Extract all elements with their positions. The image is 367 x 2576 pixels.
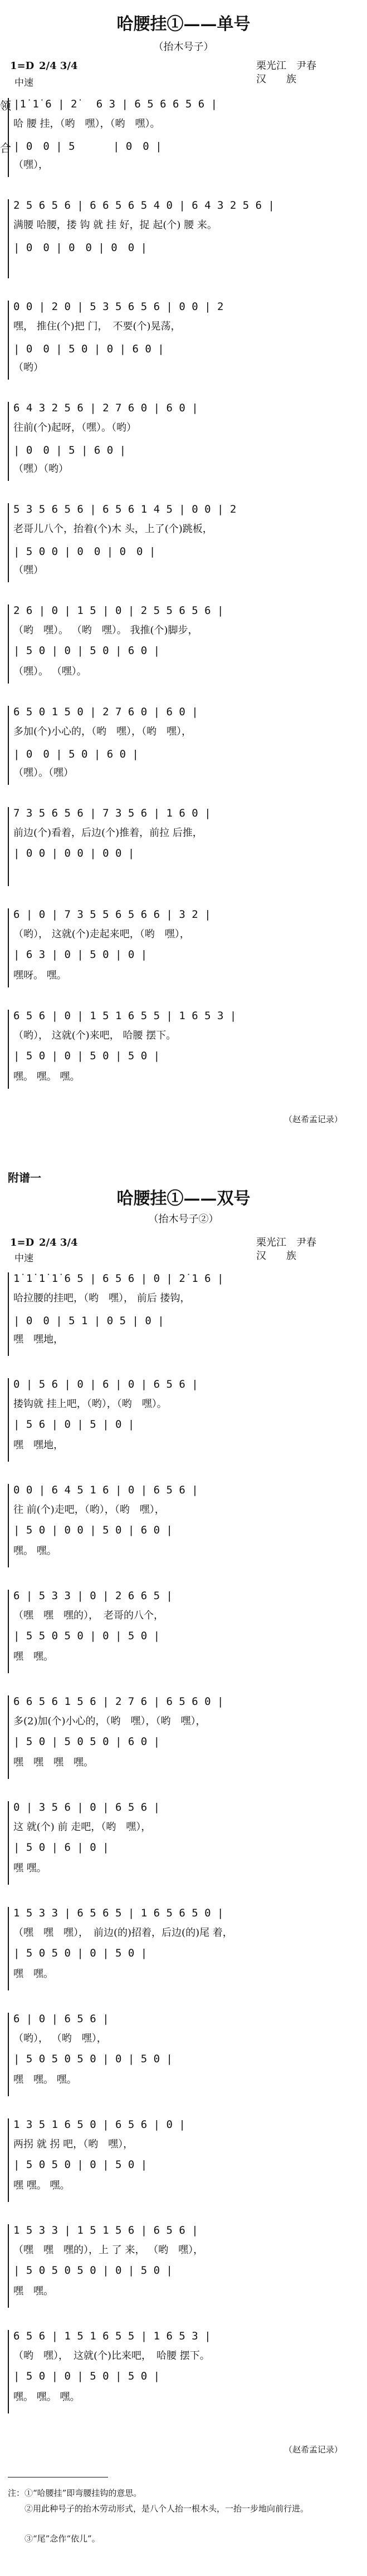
chorus-notes: | 5 0 | 0 | 5 0 | 6 0 | — [13, 645, 160, 657]
piece1-system — [0, 95, 367, 190]
chorus-notes: | 5 0 5 0 5 0 | 0 | 5 0 | — [13, 2053, 173, 2065]
chorus-notes: | 6 3 | 0 | 5 0 | 0 | — [13, 948, 148, 961]
piece1-system — [0, 1006, 367, 1102]
appendix-system — [0, 1269, 367, 1369]
lead-lyrics: （哟）， 这就(个)走起来吧，（哟 嘿）， — [13, 928, 190, 940]
system-bracket — [8, 1590, 9, 1673]
system-bracket — [8, 1484, 9, 1567]
lead-notes: 5 3 5 6 5 6 | 6 5 6 1 4 5 | 0 0 | 2 — [13, 503, 237, 515]
system-bracket — [8, 1907, 9, 1990]
lead-lyrics: （哟 嘿）， 这就(个)比来吧， 哈腰 摆下。 — [13, 2350, 210, 2362]
piece1-system — [0, 500, 367, 596]
system-bracket — [8, 301, 9, 380]
lead-notes: 6 | 5 3 3 | 0 | 2 6 6 5 | — [13, 1590, 173, 1602]
piece1-credit-1: 栗光江 尹春 — [256, 60, 316, 72]
chorus-notes: | 0 0 | 0 0 | 0 0 | — [13, 242, 148, 254]
piece1-system — [0, 297, 367, 393]
appendix-system — [0, 1904, 367, 2004]
lead-lyrics: 往 前(个)走吧，（哟），（哟 嘿）， — [13, 1504, 165, 1516]
lead-notes: 1 5 3 3 | 6 5 6 5 | 1 6 5 6 5 0 | — [13, 1907, 224, 1919]
chorus-notes: | 5 0 | 5 0 5 0 | 6 0 | — [13, 1736, 160, 1748]
chorus-lyrics: 嘿 嘿。 嘿。 — [13, 2180, 70, 2191]
chorus-lyrics: 嘿 嘿 嘿 嘿。 — [13, 1757, 94, 1768]
lead-notes: 0 0 | 2 0 | 5 3 5 6 5 6 | 0 0 | 2 — [13, 301, 224, 313]
appendix-key: 1=D — [10, 1237, 35, 1248]
footnote-2: ②用此种号子的抬木劳动形式，是八个人抬一根木头，一抬一步地向前行进。 — [25, 2504, 309, 2514]
lead-lyrics: 这 就(个) 前 走吧，（哟 嘿）， — [13, 1821, 151, 1833]
chorus-lyrics: （哟） — [13, 362, 43, 373]
piece1-system — [0, 905, 367, 1001]
lead-notes: 1 3 5 1 6 5 0 | 6 5 6 | 0 | — [13, 2118, 185, 2131]
system-bracket — [8, 503, 9, 582]
lead-notes: 6 4 3 2 5 6 | 2 7 6 0 | 6 0 | — [13, 402, 198, 414]
chorus-lyrics: 嘿。 嘿。 嘿。 — [13, 2391, 80, 2403]
appendix-title: 哈腰挂①——双号 — [116, 1189, 251, 1208]
piece1-recorder: （赵希孟记录） — [284, 1114, 343, 1124]
lead-lyrics: （嘿 嘿 嘿）， 前边(的)招着，后边(的)尾 着， — [13, 1927, 233, 1939]
lead-notes: 0 0 | 6 4 5 1 6 | 0 | 6 5 6 | — [13, 1484, 198, 1496]
system-bracket — [8, 908, 9, 987]
appendix-label: 附谱一 — [8, 1171, 41, 1184]
chorus-notes: | 5 0 0 | 0 0 | 0 0 | — [13, 545, 156, 558]
system-bracket — [8, 604, 9, 684]
system-bracket — [8, 2224, 9, 2308]
system-bracket — [8, 1378, 9, 1462]
chorus-notes: | 5 5 0 5 0 | 0 | 5 0 | — [13, 1630, 160, 1642]
chorus-notes: | 5 0 | 0 0 | 5 0 | 6 0 | — [13, 1524, 173, 1536]
piece1-system — [0, 399, 367, 494]
system-bracket — [8, 1801, 9, 1885]
lead-lyrics: （哟）， （哟 嘿）， — [13, 2033, 107, 2044]
chorus-notes: | 5 6 | 0 | 5 | 0 | — [13, 1418, 135, 1430]
piece1-system — [0, 196, 367, 292]
chorus-lyrics: 嘿。 嘿。 嘿。 — [13, 1071, 80, 1083]
lead-notes: 6 5 0 1 5 0 | 2 7 6 0 | 6 0 | — [13, 706, 198, 718]
lead-notes: 2 6 | 0 | 1 5 | 0 | 2 5 5 6 5 6 | — [13, 604, 224, 617]
lead-lyrics: 前边(个)看着，后边(个)推着，前拉 后推， — [13, 827, 203, 839]
chorus-lyrics: 嘿 嘿。 — [13, 1862, 47, 1874]
chorus-lyrics: 嘿 嘿。 — [13, 1968, 53, 1980]
system-bracket — [8, 1272, 9, 1356]
appendix-system — [0, 1692, 367, 1792]
lead-notes: 0 | 3 5 6 | 0 | 6 5 6 | — [13, 1801, 160, 1813]
lead-notes: 7 3 5 6 5 6 | 7 3 5 6 | 1 6 0 | — [13, 807, 211, 819]
system-bracket — [8, 706, 9, 785]
system-bracket — [8, 199, 9, 278]
system-bracket — [8, 807, 9, 886]
footnote-3: ③“尾”念作“依儿”。 — [25, 2534, 100, 2544]
piece1-title: 哈腰挂①——单号 — [116, 14, 251, 34]
appendix-system — [0, 2221, 367, 2321]
chorus-lyrics: 嘿 嘿。 — [13, 1651, 53, 1663]
chorus-notes: | 5 0 5 0 | 0 | 5 0 | — [13, 1947, 148, 1959]
system-bracket — [8, 402, 9, 481]
lead-notes: 1 5 3 3 | 1 5 1 5 6 | 6 5 6 | — [13, 2224, 198, 2236]
footnote-1: 注：①“哈腰挂”即弯腰挂钩的意思。 — [8, 2488, 142, 2498]
lead-lyrics: 哈拉腰的挂吧，（哟 嘿）， 前后 搂钩， — [13, 1292, 190, 1304]
chorus-notes: | 0 0 | 5 1 | 0 5 | 0 | — [13, 1315, 164, 1327]
chorus-notes: | 0 0 | 5 | 0 0 | — [13, 140, 162, 153]
lead-lyrics: （哟 嘿）。 （哟 嘿）。 我推(个)脚步， — [13, 625, 198, 636]
chorus-lyrics: （嘿）（哟） — [13, 463, 68, 475]
piece1-system — [0, 804, 367, 899]
system-bracket — [8, 1695, 9, 1779]
lead-notes: 6 | 0 | 6 5 6 | — [13, 2013, 109, 2025]
lead-notes: 6 6 5 6 1 5 6 | 2 7 6 | 6 5 6 0 | — [13, 1695, 224, 1708]
chorus-notes: | 5 0 | 6 | 0 | — [13, 1841, 109, 1854]
lead-notes: 6 5 6 | 1 5 1 6 5 5 | 1 6 5 3 | — [13, 2330, 211, 2342]
chorus-notes: | 0 0 | 5 0 | 0 | 6 0 | — [13, 343, 164, 355]
lead-lyrics: 满腰 哈腰，搂 钩 就 挂 好，捉 起(个) 腰 来。 — [13, 219, 217, 231]
chorus-lyrics: （嘿） — [13, 564, 43, 576]
piece1-system — [0, 702, 367, 798]
lead-part-label: 领 — [0, 99, 11, 112]
chorus-notes: | 0 0 | 0 0 | 0 0 | — [13, 847, 135, 859]
chorus-lyrics: 嘿 嘿。 — [13, 2285, 53, 2297]
chorus-notes: | 5 0 5 0 | 0 | 5 0 | — [13, 2159, 148, 2171]
appendix-system — [0, 1375, 367, 1475]
lead-lyrics: （哟）， 这就(个)来吧， 哈腰 摆下。 — [13, 1030, 177, 1041]
appendix-credit-2: 汉 族 — [256, 1250, 296, 1262]
lead-lyrics: 多加(个)小心的，（哟 嘿），（哟 嘿）， — [13, 726, 192, 738]
appendix-system — [0, 2327, 367, 2427]
chorus-notes: | 5 0 | 0 | 5 0 | 5 0 | — [13, 1050, 160, 1062]
system-bracket — [8, 2013, 9, 2096]
lead-notes: |1̇ 1̇ 6 | 2̇ 6 3 | 6 5 6 6 5 6 | — [13, 98, 218, 110]
chorus-lyrics: 嘿。 嘿。 — [13, 1545, 57, 1557]
chorus-lyrics: （嘿）。（嘿） — [13, 767, 74, 779]
chorus-notes: | 0 0 | 5 | 6 0 | — [13, 444, 126, 456]
lead-lyrics: 往前(个)起呀，（嘿）。（哟） — [13, 422, 137, 434]
chorus-notes: | 5 0 5 0 5 0 | 0 | 5 0 | — [13, 2264, 173, 2277]
lead-lyrics: 嘿， 推住(个)把 门， 不要(个)晃荡， — [13, 321, 181, 332]
piece1-credit-2: 汉 族 — [256, 73, 296, 85]
appendix-credit-1: 栗光江 尹春 — [256, 1237, 316, 1248]
chorus-notes: | 0 0 | 5 0 | 6 0 | — [13, 748, 139, 760]
appendix-system — [0, 1481, 367, 1581]
lead-lyrics: 两拐 就 拐 吧，（哟 嘿）， — [13, 2139, 134, 2150]
lead-lyrics: 哈 腰 挂，（哟 嘿），（哟 嘿）。 — [13, 118, 160, 130]
lead-lyrics: 多(2)加(个)小心的，（哟 嘿），（哟 嘿）， — [13, 1715, 206, 1727]
lead-lyrics: 搂钩就 挂上吧，（哟），（哟 嘿）。 — [13, 1398, 167, 1410]
system-bracket — [8, 2330, 9, 2413]
chorus-notes: | 5 0 | 0 | 5 0 | 5 0 | — [13, 2370, 160, 2382]
piece1-tempo: 中速 — [14, 77, 33, 89]
lead-notes: 0 | 5 6 | 0 | 6 | 0 | 6 5 6 | — [13, 1378, 198, 1390]
piece1-subtitle: （抬木号子） — [153, 41, 214, 53]
lead-notes: 6 | 0 | 7 3 5 5 6 5 6 6 | 3 2 | — [13, 908, 211, 921]
lead-lyrics: （嘿 嘿 嘿的）， 老哥的八个， — [13, 1610, 164, 1621]
appendix-system — [0, 2009, 367, 2110]
lead-lyrics: （嘿 嘿 嘿的），上 了 来， （哟 嘿）， — [13, 2244, 204, 2256]
chorus-lyrics: 嘿 嘿。 嘿。 — [13, 2074, 77, 2086]
chorus-lyrics: （嘿）， — [13, 159, 48, 171]
appendix-time: 2/4 3/4 — [39, 1237, 78, 1248]
piece1-key: 1=D — [10, 60, 35, 72]
chorus-lyrics: （嘿）。 （嘿）。 — [13, 666, 87, 677]
lead-lyrics: 老哥儿八个，抬着(个)木 头，上了(个)跳板， — [13, 523, 213, 535]
chorus-lyrics: 嘿 嘿地， — [13, 1439, 63, 1451]
appendix-system — [0, 1586, 367, 1687]
lead-notes: 6 5 6 | 0 | 1 5 1 6 5 5 | 1 6 5 3 | — [13, 1010, 237, 1022]
lead-notes: 1̇ 1̇ 1̇ 1̇ 6 5 | 6 5 6 | 0 | 2̇ 1 6 | — [13, 1272, 224, 1285]
chorus-lyrics: 嘿 嘿地， — [13, 1334, 63, 1345]
appendix-system — [0, 1798, 367, 1898]
system-bracket — [8, 1010, 9, 1089]
appendix-system — [0, 2115, 367, 2215]
system-bracket — [8, 2118, 9, 2202]
piece1-system — [0, 601, 367, 697]
appendix-tempo: 中速 — [14, 1253, 33, 1264]
lead-notes: 2 5 6 5 6 | 6 6 5 6 5 4 0 | 6 4 3 2 5 6 | — [13, 199, 275, 212]
appendix-subtitle: （抬木号子②） — [148, 1213, 219, 1225]
chorus-part-label: 合 — [0, 141, 11, 155]
appendix-recorder: （赵希孟记录） — [284, 2445, 343, 2455]
chorus-lyrics: 嘿呀。 嘿。 — [13, 970, 67, 981]
piece1-time: 2/4 3/4 — [39, 60, 78, 72]
